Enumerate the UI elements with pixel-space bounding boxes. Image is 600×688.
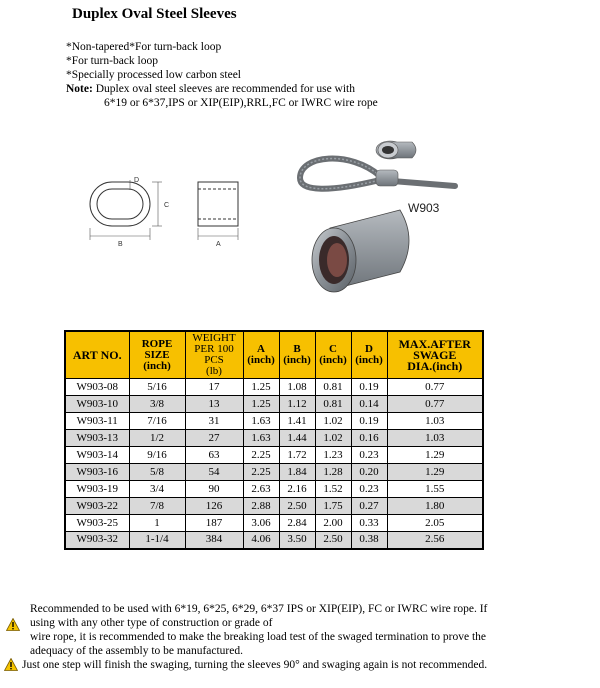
table-cell: 1.75 xyxy=(315,498,351,515)
oval-end-view xyxy=(90,182,150,226)
table-cell: 3/8 xyxy=(129,396,185,413)
table-cell: 1.25 xyxy=(243,379,279,396)
table-cell: 9/16 xyxy=(129,447,185,464)
table-cell: W903-19 xyxy=(65,481,129,498)
table-row xyxy=(65,481,483,498)
header-weight: WEIGHT PER 100 PCS (lb) xyxy=(185,331,243,379)
table-cell: 1.02 xyxy=(315,413,351,430)
table-cell: W903-10 xyxy=(65,396,129,413)
table-cell: 3/4 xyxy=(129,481,185,498)
table-cell: 2.25 xyxy=(243,447,279,464)
table-cell: 1.63 xyxy=(243,413,279,430)
table-cell: 17 xyxy=(185,379,243,396)
warning-text-line: using with any other type of construction or grade of xyxy=(30,617,273,629)
note xyxy=(66,82,378,96)
page-title: Duplex Oval Steel Sleeves xyxy=(72,6,237,22)
table-cell: 54 xyxy=(185,464,243,481)
table-cell: 126 xyxy=(185,498,243,515)
header-d: D (inch) xyxy=(351,331,387,379)
table-row xyxy=(65,464,483,481)
table-cell: 1.25 xyxy=(243,396,279,413)
table-cell: 3.06 xyxy=(243,515,279,532)
table-cell: W903-13 xyxy=(65,430,129,447)
warning-text-line: Recommended to be used with 6*19, 6*25, 6*29, 6*37 IPS or XIP(EIP), FC or IWRC wire rope. If xyxy=(30,603,488,615)
table-cell: 2.56 xyxy=(387,532,483,549)
table-cell: 2.63 xyxy=(243,481,279,498)
table-cell: 1.08 xyxy=(279,379,315,396)
table-cell: 2.50 xyxy=(279,498,315,515)
table-cell: 0.38 xyxy=(351,532,387,549)
table-cell: 3.50 xyxy=(279,532,315,549)
header-b: B (inch) xyxy=(279,331,315,379)
table-cell: 7/16 xyxy=(129,413,185,430)
table-cell: 2.16 xyxy=(279,481,315,498)
table-cell: 0.23 xyxy=(351,447,387,464)
table-cell: 0.27 xyxy=(351,498,387,515)
table-cell: 2.05 xyxy=(387,515,483,532)
table-row xyxy=(65,379,483,396)
table-cell: 5/8 xyxy=(129,464,185,481)
table-cell: 2.00 xyxy=(315,515,351,532)
table-cell: 1.12 xyxy=(279,396,315,413)
warnings xyxy=(0,602,600,672)
table-row xyxy=(65,447,483,464)
table-row xyxy=(65,532,483,549)
header-c: C (inch) xyxy=(315,331,351,379)
table-cell: 1.03 xyxy=(387,430,483,447)
table-cell: 1.80 xyxy=(387,498,483,515)
table-row xyxy=(65,413,483,430)
table-cell: 1.41 xyxy=(279,413,315,430)
small-sleeve xyxy=(376,170,398,186)
table-cell: 0.16 xyxy=(351,430,387,447)
product-photo xyxy=(290,130,460,300)
table-cell: 1.28 xyxy=(315,464,351,481)
table-cell: W903-32 xyxy=(65,532,129,549)
warning-icon xyxy=(4,658,18,671)
table-cell: 0.19 xyxy=(351,413,387,430)
table-cell: 0.81 xyxy=(315,396,351,413)
table-cell: 384 xyxy=(185,532,243,549)
feature-item: *Non-tapered*For turn-back loop xyxy=(66,41,222,53)
header-a: A (inch) xyxy=(243,331,279,379)
table-cell: W903-25 xyxy=(65,515,129,532)
warning-text-line: Just one step will finish the swaging, turning the sleeves 90° and swaging again is not recommended. xyxy=(22,659,488,671)
warning-text-line: wire rope, it is recommended to make the breaking load test of the swaged termination to prove the xyxy=(30,631,487,643)
table-cell: 0.81 xyxy=(315,379,351,396)
table-cell: 1.29 xyxy=(387,464,483,481)
table-cell: 1.23 xyxy=(315,447,351,464)
table-cell: 0.23 xyxy=(351,481,387,498)
table-cell: 2.50 xyxy=(315,532,351,549)
note-text: Duplex oval steel sleeves are recommended for use with xyxy=(92,83,355,95)
warning-item-1 xyxy=(0,616,600,630)
table-cell: 1.52 xyxy=(315,481,351,498)
table-cell: 1.44 xyxy=(279,430,315,447)
note-label: Note: xyxy=(66,83,93,95)
photo-label: W903 xyxy=(408,201,440,215)
table-cell: 7/8 xyxy=(129,498,185,515)
table-cell: 1.02 xyxy=(315,430,351,447)
table-cell: 2.84 xyxy=(279,515,315,532)
feature-item: *Specially processed low carbon steel xyxy=(66,69,241,81)
table-cell: 0.77 xyxy=(387,379,483,396)
warning-item-2 xyxy=(0,658,600,672)
table-cell: 1-1/4 xyxy=(129,532,185,549)
table-row xyxy=(65,515,483,532)
feature-list xyxy=(66,40,378,110)
table-cell: 90 xyxy=(185,481,243,498)
table-cell: W903-14 xyxy=(65,447,129,464)
table-header-row xyxy=(65,331,483,379)
sleeve-top xyxy=(376,141,416,159)
table-cell: 5/16 xyxy=(129,379,185,396)
note-text-continued: 6*19 or 6*37,IPS or XIP(EIP),RRL,FC or IWRC wire rope xyxy=(104,97,378,109)
table-cell: 1.72 xyxy=(279,447,315,464)
table-row xyxy=(65,396,483,413)
dimension-diagram xyxy=(80,170,260,250)
sleeve-side-view xyxy=(198,182,238,226)
table-row xyxy=(65,430,483,447)
table-cell: 31 xyxy=(185,413,243,430)
table-cell: W903-16 xyxy=(65,464,129,481)
table-cell: 0.33 xyxy=(351,515,387,532)
header-max-after-swage: MAX.AFTER SWAGE DIA.(inch) xyxy=(387,331,483,379)
table-cell: W903-08 xyxy=(65,379,129,396)
table-cell: 27 xyxy=(185,430,243,447)
table-cell: 13 xyxy=(185,396,243,413)
table-cell: 63 xyxy=(185,447,243,464)
table-cell: W903-22 xyxy=(65,498,129,515)
table-cell: 1.63 xyxy=(243,430,279,447)
table-cell: 1.03 xyxy=(387,413,483,430)
dim-label-c: C xyxy=(164,202,170,209)
table-cell: 4.06 xyxy=(243,532,279,549)
table-cell: 0.19 xyxy=(351,379,387,396)
table-cell: 0.14 xyxy=(351,396,387,413)
dim-label-a: A xyxy=(216,241,221,248)
warning-text-line: adequacy of the assembly to be manufactured. xyxy=(30,645,243,657)
table-cell: 0.77 xyxy=(387,396,483,413)
table-cell: 0.20 xyxy=(351,464,387,481)
table-cell: W903-11 xyxy=(65,413,129,430)
feature-item: *For turn-back loop xyxy=(66,55,158,67)
dim-label-b: B xyxy=(118,241,123,248)
table-cell: 1.84 xyxy=(279,464,315,481)
table-row xyxy=(65,498,483,515)
table-cell: 2.25 xyxy=(243,464,279,481)
dim-label-d: D xyxy=(134,177,140,184)
table-cell: 1.55 xyxy=(387,481,483,498)
table-cell: 1/2 xyxy=(129,430,185,447)
table-cell: 1 xyxy=(129,515,185,532)
table-cell: 1.29 xyxy=(387,447,483,464)
header-art-no: ART NO. xyxy=(65,331,129,379)
table-cell: 2.88 xyxy=(243,498,279,515)
header-rope-size: ROPE SIZE (inch) xyxy=(129,331,185,379)
table-cell: 187 xyxy=(185,515,243,532)
large-sleeve xyxy=(312,210,409,292)
spec-table xyxy=(64,330,484,550)
